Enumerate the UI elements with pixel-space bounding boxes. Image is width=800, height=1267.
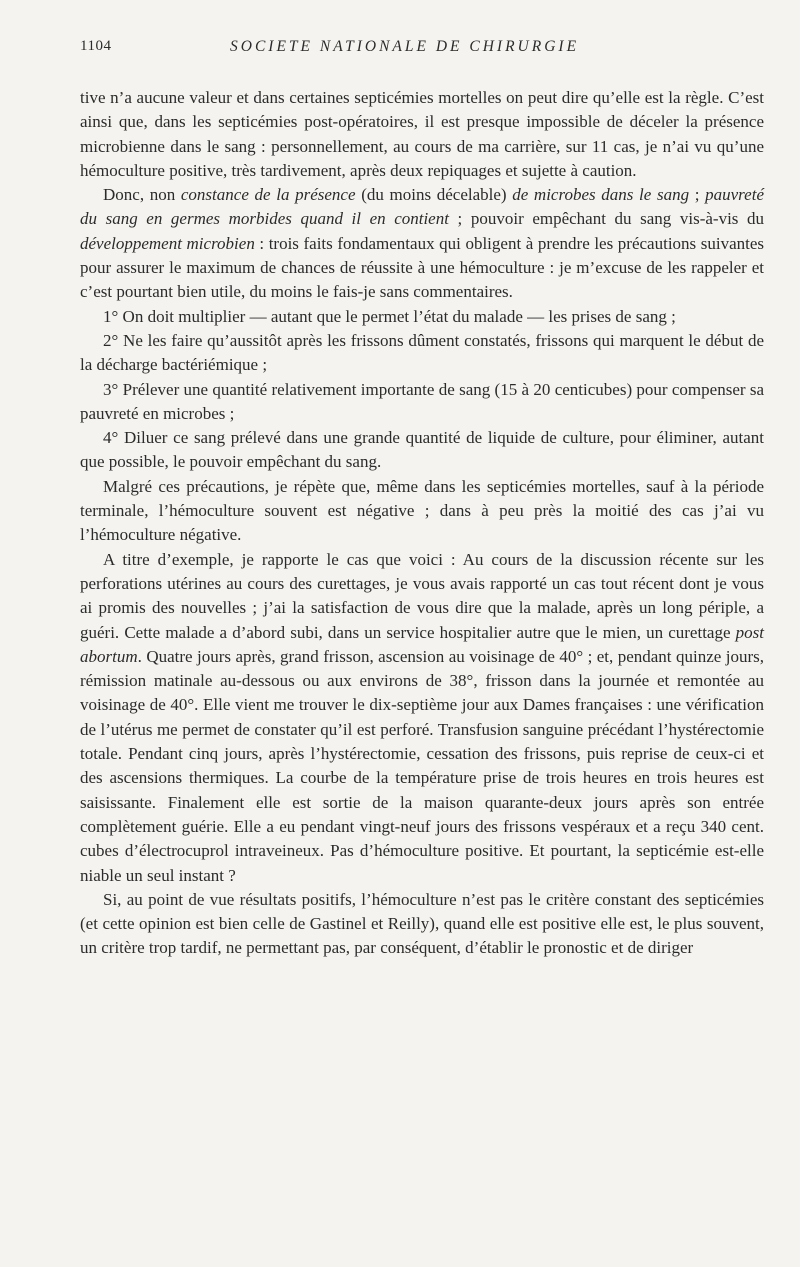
text-segment: tive n’a aucune valeur et dans certaines septicémies mortelles on peut dire qu’elle est la règle. C’est ainsi que, dans les septicémies post-opératoires, il est presque impossible de déceler la présence microbienne dans le sang : personnellement, au cours de ma carrière, sur 11 cas, je n’ai vu qu’une hémoculture positive, très tardivement, après deux repiquages et sujette à caution.	[80, 88, 764, 180]
text-segment: ;	[689, 185, 706, 205]
paragraph-3	[80, 305, 764, 329]
paragraph-7	[80, 475, 764, 548]
italic-segment: développement microbien	[80, 233, 255, 253]
text-segment: 3° Prélever une quantité relativement importante de sang (15 à 20 centicubes) pour compenser sa pauvreté en microbes ;	[80, 379, 764, 423]
text-segment: A titre d’exemple, je rapporte le cas que voici : Au cours de la discussion récente sur les perforations utérines au cours des curettages, je vous avais rapporté un cas tout récent dont je vous ai promis des nouvelles ; j’ai la satisfaction de vous dire que la malade, après un long périple, a guéri. Cette malade a d’abord subi, dans un service hospitalier autre que le mien, un curettage	[80, 549, 764, 642]
page-header	[80, 34, 764, 56]
italic-segment: post abortum	[80, 622, 764, 666]
paragraph-8	[80, 548, 764, 888]
text-segment: (du moins décelable)	[355, 185, 513, 205]
paragraph-5	[80, 378, 764, 427]
text-segment: ; pouvoir empêchant du sang vis-à-vis du	[448, 209, 764, 229]
paragraph-2	[80, 183, 764, 304]
text-segment: . Quatre jours après, grand frisson, ascension au voisinage de 40° ; et, pendant quinze jours, rémission matinale au-dessous ou aux environs de 38°, frisson dans la journée et remontée au voisinage de 40°. Elle vient me trouver le dix-septième jour aux Dames françaises : une vérification de l’utérus me permet de constater qu’il est perforé. Transfusion sanguine précédant l’hystérectomie totale. Pendant cinq jours, après l’hystérectomie, cessation des frissons, puis reprise de ceux-ci et des ascensions thermiques. La courbe de la température prise de trois heures en trois heures est saisissante. Finalement elle est sortie de la maison quarante-deux jours après son entrée complètement guérie. Elle a eu pendant vingt-neuf jours des frissons vespéraux et a reçu 340 cent. cubes d’électrocuprol intraveineux. Pas d’hémoculture positive. Et pourtant, la septicémie est-elle niable un seul instant ?	[80, 646, 764, 885]
paragraph-9	[80, 888, 764, 961]
running-head: SOCIETE NATIONALE DE CHIRURGIE	[230, 38, 580, 55]
text-segment: 2° Ne les faire qu’aussitôt après les frissons dûment constatés, frissons qui marquent le début de la décharge bactériémique ;	[80, 330, 764, 375]
body-text	[80, 86, 764, 961]
italic-segment: pauvreté du sang en germes morbides quand il en contient	[80, 185, 764, 229]
text-segment: Si, au point de vue résultats positifs, l’hémoculture n’est pas le critère constant des septicémies (et cette opinion est bien celle de Gastinel et Reilly), quand elle est positive elle est, le plus souvent, un critère trop tardif, ne permettant pas, par conséquent, d’établir le pronostic et de diriger	[80, 889, 764, 958]
page-number: 1104	[80, 38, 112, 54]
text-segment: 4° Diluer ce sang prélevé dans une grande quantité de liquide de culture, pour éliminer, autant que possible, le pouvoir empêchant du sang.	[80, 428, 764, 472]
text-segment: 1° On doit multiplier — autant que le permet l’état du malade — les prises de sang ;	[103, 306, 676, 326]
text-segment: : trois faits fondamentaux qui obligent à prendre les précautions suivantes pour assurer le maximum de chances de réussite à une hémoculture : je m’excuse de les rappeler et c’est pourtant bien utile, du moins le fais-je sans commentaires.	[80, 233, 764, 302]
text-segment: Donc, non	[103, 185, 181, 205]
paragraph-1	[80, 86, 764, 183]
paragraph-6	[80, 426, 764, 475]
italic-segment: constance de la présence	[180, 185, 356, 205]
italic-segment: de microbes dans le sang	[512, 185, 690, 205]
text-segment: Malgré ces précautions, je répète que, même dans les septicémies mortelles, sauf à la période terminale, l’hémoculture souvent est négative ; dans à peu près la moitié des cas j’ai vu l’hémoculture négative.	[80, 476, 764, 545]
paragraph-4	[80, 329, 764, 378]
